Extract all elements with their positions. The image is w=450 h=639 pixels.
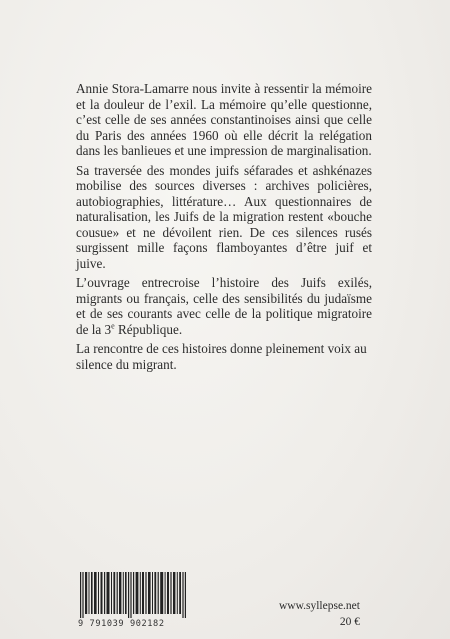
blurb-paragraph-3-end: République. (114, 321, 183, 337)
isbn-barcode (78, 572, 188, 629)
isbn-number: 9 791039 902182 (78, 619, 165, 629)
blurb-paragraph-2: Sa traversée des mondes juifs séfarades et ashkénazes mobilise des sources diverses : archives policières, autobiographies, littérature… Aux questionnaires de naturalisation, les Juifs de la migration restent «bouche cousue» et ne dévoilent rien. De ces silences rusés surgissent mille façons flamboyantes d’être juif et juive. (76, 162, 372, 271)
barcode-bars (78, 572, 188, 618)
blurb-paragraph-1: Annie Stora-Lamarre nous invite à ressentir la mémoire et la douleur de l’exil. La mémoire qu’elle questionne, c’est celle de ses années constantinoises ainsi que celle du Paris des années 1960 où elle décrit la relégation dans les banlieues et une impression de marginalisation. (76, 81, 372, 158)
publisher-website: www.syllepse.net (278, 600, 360, 612)
book-price: 20 € (339, 616, 360, 628)
blurb-paragraph-4: La rencontre de ces histoires donne pleinement voix au silence du migrant. (76, 341, 367, 372)
blurb-paragraph-3-text: L’ouvrage entrecroise l’histoire des Juifs exilés, migrants ou français, celle des sensibilités du judaïsme et de ses courants avec celle de la politique migratoire de la 3 (76, 275, 372, 337)
blurb-paragraph-3 (76, 275, 372, 337)
blurb-text (76, 81, 372, 376)
publisher-footer (279, 598, 360, 630)
ordinal-superscript: e (111, 321, 115, 331)
